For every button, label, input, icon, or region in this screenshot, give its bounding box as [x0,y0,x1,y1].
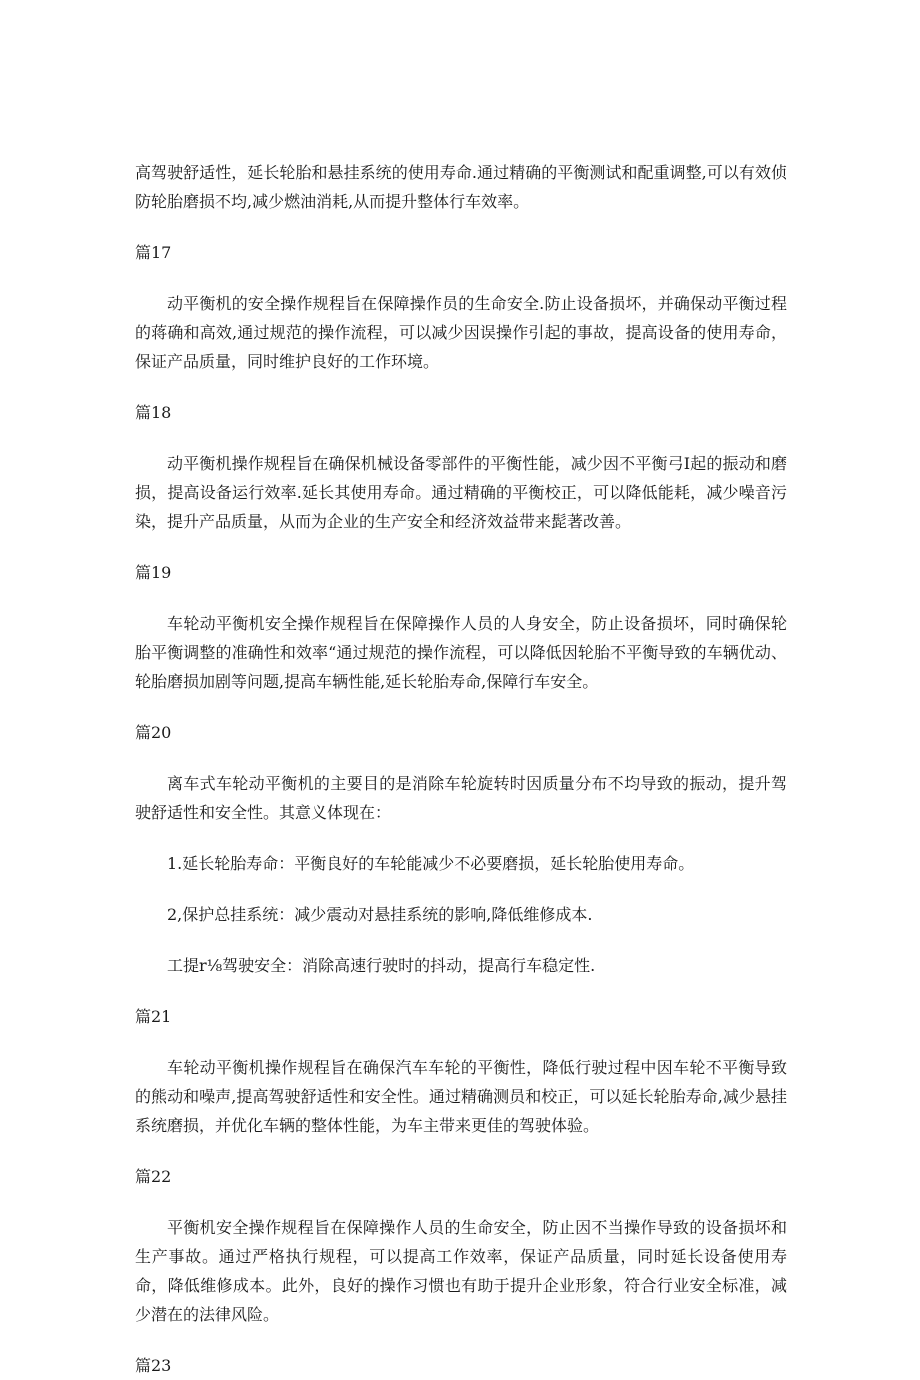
section-heading-21: 篇21 [135,1007,172,1026]
section-heading-23: 篇23 [135,1356,172,1375]
list-item: 工提r⅛驾驶安全：消除高速行驶时的抖动，提高行车稳定性. [167,956,596,975]
section-heading-22: 篇22 [135,1167,172,1186]
section-paragraph-22: 平衡机安全操作规程旨在保障操作人员的生命安全，防止因不当操作导致的设备损坏和生产事故。通过严格执行规程，可以提高工作效率，保证产品质量，同时延长设备使用寿命，降低维修成本。此外，良好的操作习惯也有助于提升企业形象，符合行业安全标准，减少潜在的法律风险。 [135,1218,787,1324]
section-paragraph-20: 离车式车轮动平衡机的主要目的是消除车轮旋转时因质量分布不均导致的振动，提升驾驶舒适性和安全性。其意义体现在： [135,774,787,822]
section-heading-17: 篇17 [135,243,172,262]
section-paragraph-18: 动平衡机操作规程旨在确保机械设备零部件的平衡性能，减少因不平衡弓I起的振动和磨损，提高设备运行效率.延长其使用寿命。通过精确的平衡校正，可以降低能耗，减少噪音污染，提升产品质量，从而为企业的生产安全和经济效益带来髭著改善。 [135,454,787,531]
list-item: 2,保护总挂系统：减少震动对悬挂系统的影响,降低维修成本. [167,905,593,924]
section-paragraph-21: 车轮动平衡机操作规程旨在确保汽车车轮的平衡性，降低行驶过程中因车轮不平衡导致的熊动和噪声,提高驾驶舒适性和安全性。通过精确测员和校正，可以延长轮胎寿命,减少悬挂系统磨损，并优化车辆的整体性能，为车主带来更佳的驾驶体验。 [135,1058,787,1135]
section-heading-19: 篇19 [135,563,172,582]
list-item: 1.延长轮胎寿命：平衡良好的车轮能减少不必要磨损，延长轮胎使用寿命。 [167,854,695,873]
section-heading-18: 篇18 [135,403,172,422]
intro-paragraph: 高驾驶舒适性，延长轮胎和悬挂系统的使用寿命.通过精确的平衡测试和配重调整,可以有效侦防轮胎磨损不均,减少燃油消耗,从而提升整体行车效率。 [135,163,787,211]
section-paragraph-19: 车轮动平衡机安全操作规程旨在保障操作人员的人身安全，防止设备损坏，同时确保轮胎平衡调整的准确性和效率“通过规范的操作流程，可以降低因轮胎不平衡导致的车辆优动、轮胎磨损加剧等问题,提高车辆性能,延长轮胎寿命,保障行车安全。 [135,614,787,691]
section-heading-20: 篇20 [135,723,172,742]
section-paragraph-17: 动平衡机的安全操作规程旨在保障操作员的生命安全.防止设备损坏，并确保动平衡过程的蒋确和高效,通过规范的操作流程，可以减少因误操作引起的事故，提高设备的使用寿命，保证产品质量，同时维护良好的工作环境。 [135,294,787,371]
document-page [135,158,787,1380]
